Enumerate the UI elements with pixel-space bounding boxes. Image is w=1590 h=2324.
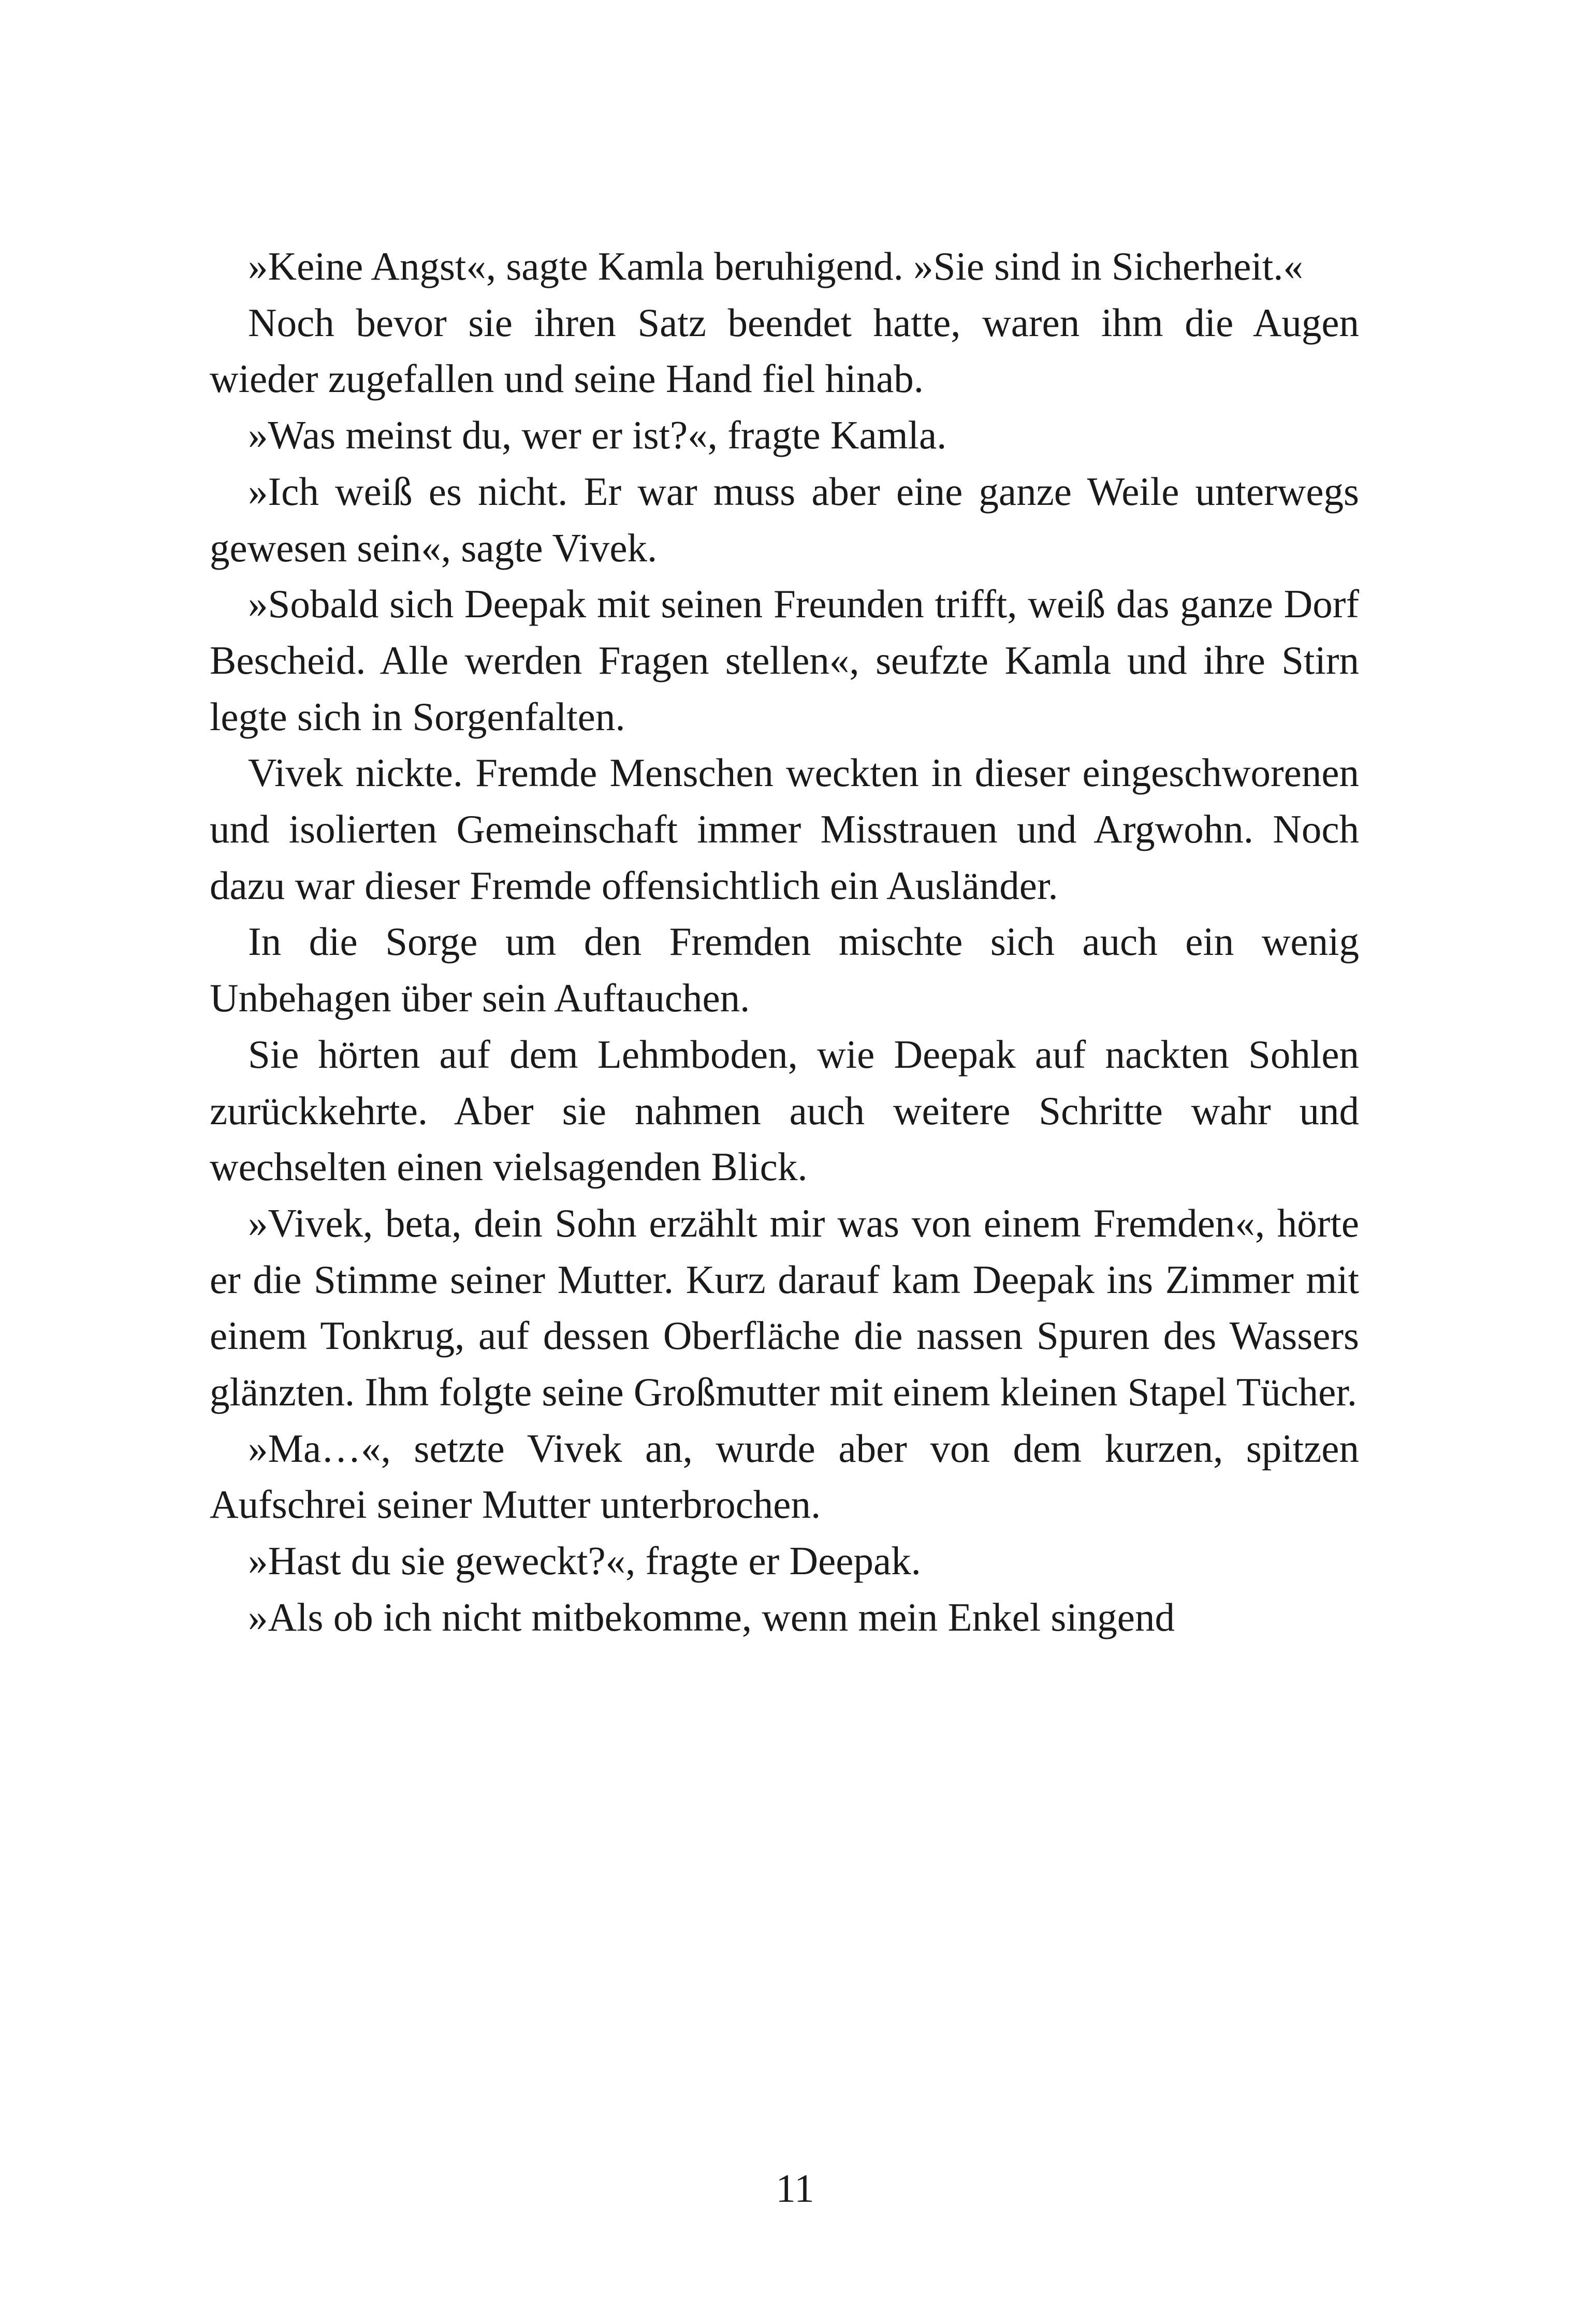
paragraph: »Hast du sie geweckt?«, fragte er Deepak.: [248, 1538, 921, 1584]
paragraph: »Ma…«, setzte Vivek an, wurde aber von dem kurzen, spitzen Aufschrei seiner Mutter unterbrochen.: [210, 1426, 1359, 1527]
paragraph: »Was meinst du, wer er ist?«, fragte Kamla.: [248, 413, 947, 458]
paragraph: »Vivek, beta, dein Sohn erzählt mir was von einem Fremden«, hörte er die Stimme seiner Mutter. Kurz darauf kam Deepak ins Zimmer mit einem Tonkrug, auf dessen Oberfläche die nassen Spuren des Wassers glänzten. Ihm folgte seine Großmutter mit einem kleinen Stapel Tücher.: [210, 1200, 1359, 1415]
paragraph: Sie hörten auf dem Lehmboden, wie Deepak auf nackten Sohlen zurückkehrte. Aber sie nahmen auch weitere Schritte wahr und wechselten einen vielsagenden Blick.: [210, 1032, 1359, 1189]
paragraph: »Sobald sich Deepak mit seinen Freunden trifft, weiß das ganze Dorf Bescheid. Alle werden Fragen stellen«, seufzte Kamla und ihre Stirn legte sich in Sorgenfalten.: [210, 582, 1359, 739]
paragraph-last: »Als ob ich nicht mitbekomme, wenn mein Enkel singend: [248, 1594, 1175, 1639]
page-number: 11: [776, 2166, 814, 2211]
paragraph: In die Sorge um den Fremden mischte sich auch ein wenig Unbehagen über sein Auftauchen.: [210, 919, 1359, 1021]
body-text: [210, 238, 1359, 1646]
paragraph: Noch bevor sie ihren Satz beendet hatte, waren ihm die Augen wieder zugefallen und seine Hand fiel hinab.: [210, 300, 1359, 401]
paragraph: »Ich weiß es nicht. Er war muss aber eine ganze Weile unterwegs gewesen sein«, sagte Vivek.: [210, 469, 1359, 570]
paragraph: Vivek nickte. Fremde Menschen weckten in dieser eingeschworenen und isolierten Gemeinschaft immer Misstrauen und Argwohn. Noch dazu war dieser Fremde offensichtlich ein Ausländer.: [210, 750, 1359, 908]
paragraph: »Keine Angst«, sagte Kamla beruhigend. »Sie sind in Sicherheit.«: [248, 244, 1303, 288]
